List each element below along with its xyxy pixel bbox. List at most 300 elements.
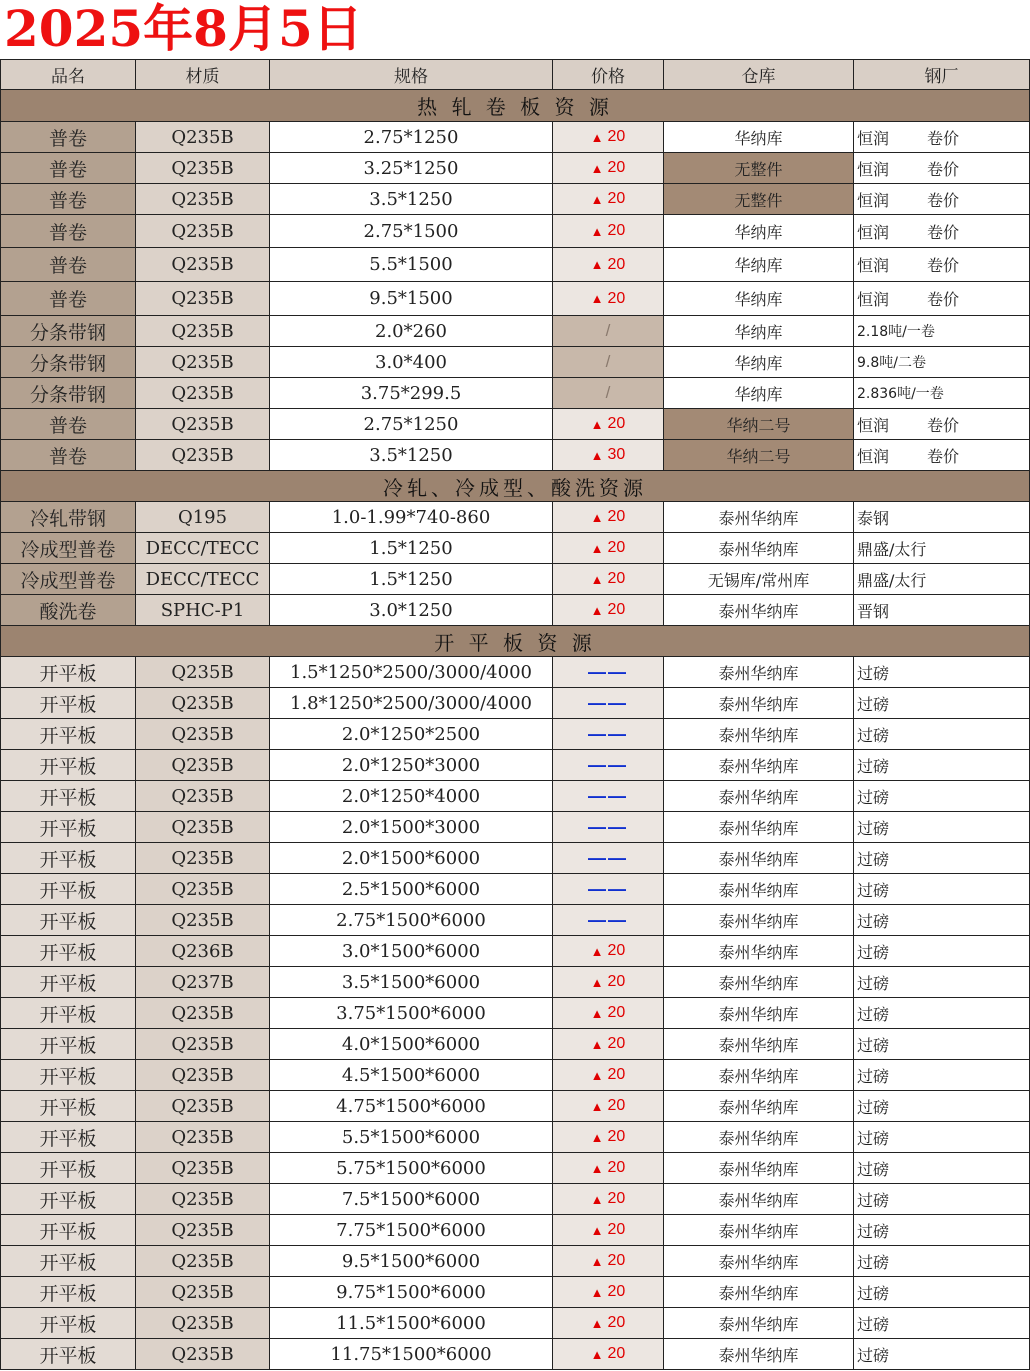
- price-value: 20: [607, 1035, 626, 1052]
- material-cell: Q235B: [135, 1122, 269, 1152]
- mill-name: 过磅: [857, 1097, 890, 1117]
- triangle-up-icon: ▲: [590, 291, 604, 306]
- table-row: [0, 409, 1030, 440]
- price-table: [0, 59, 1030, 1370]
- table-row: [0, 564, 1030, 595]
- warehouse-cell: 泰州华纳库: [663, 688, 853, 718]
- material-cell: Q235B: [135, 719, 269, 749]
- spec-cell: 2.75*1500*6000: [269, 905, 552, 935]
- header-warehouse: 仓库: [663, 60, 853, 89]
- product-name-cell: 开平板: [0, 998, 135, 1028]
- mill-note: 卷价: [927, 190, 960, 210]
- table-row: [0, 347, 1030, 378]
- material-cell: Q235B: [135, 812, 269, 842]
- mill-name: 过磅: [857, 1190, 890, 1210]
- triangle-up-icon: ▲: [590, 1191, 604, 1207]
- warehouse-cell: 泰州华纳库: [663, 1339, 853, 1369]
- mill-name: 恒润: [857, 415, 890, 435]
- material-cell: DECC/TECC: [135, 564, 269, 594]
- warehouse-cell: 泰州华纳库: [663, 595, 853, 625]
- mill-name: 过磅: [857, 725, 890, 745]
- price-value: 20: [607, 973, 626, 990]
- price-cell: ——: [552, 874, 663, 904]
- mill-name: 过磅: [857, 694, 890, 714]
- mill-name: 过磅: [857, 756, 890, 776]
- spec-cell: 4.75*1500*6000: [269, 1091, 552, 1121]
- table-row: [0, 316, 1030, 347]
- mill-name: 过磅: [857, 1314, 890, 1334]
- table-row: [0, 812, 1030, 843]
- price-cell: [552, 936, 663, 966]
- price-cell: ——: [552, 905, 663, 935]
- material-cell: Q195: [135, 502, 269, 532]
- table-row: [0, 1246, 1030, 1277]
- product-name-cell: 开平板: [0, 812, 135, 842]
- product-name-cell: 普卷: [0, 153, 135, 183]
- triangle-up-icon: ▲: [590, 447, 604, 463]
- product-name-cell: 分条带钢: [0, 378, 135, 408]
- triangle-up-icon: ▲: [590, 1036, 604, 1052]
- material-cell: Q235B: [135, 1153, 269, 1183]
- warehouse-cell: 泰州华纳库: [663, 657, 853, 687]
- table-row: [0, 874, 1030, 905]
- product-name-cell: 普卷: [0, 440, 135, 470]
- price-value: 20: [607, 415, 626, 432]
- material-cell: Q235B: [135, 316, 269, 346]
- price-value: 20: [607, 128, 626, 145]
- mill-name: 过磅: [857, 911, 890, 931]
- price-cell: [552, 215, 663, 247]
- spec-cell: 3.25*1250: [269, 153, 552, 183]
- warehouse-cell: 泰州华纳库: [663, 502, 853, 532]
- price-cell: [552, 595, 663, 625]
- triangle-up-icon: ▲: [590, 191, 604, 207]
- spec-cell: 3.5*1250: [269, 440, 552, 470]
- triangle-up-icon: ▲: [590, 1160, 604, 1176]
- product-name-cell: 开平板: [0, 1029, 135, 1059]
- price-cell: /: [552, 316, 663, 346]
- warehouse-cell: 泰州华纳库: [663, 750, 853, 780]
- mill-cell: [853, 153, 1030, 183]
- material-cell: Q235B: [135, 657, 269, 687]
- price-cell: ——: [552, 843, 663, 873]
- price-value: 20: [607, 1283, 626, 1300]
- warehouse-cell: 华纳库: [663, 378, 853, 408]
- price-value: 20: [607, 1066, 626, 1083]
- product-name-cell: 开平板: [0, 1246, 135, 1276]
- product-name-cell: 普卷: [0, 184, 135, 214]
- table-row: [0, 967, 1030, 998]
- material-cell: Q235B: [135, 905, 269, 935]
- mill-cell: [853, 998, 1030, 1028]
- price-value: 20: [607, 1345, 626, 1362]
- price-cell: ——: [552, 750, 663, 780]
- triangle-up-icon: ▲: [590, 509, 604, 525]
- mill-cell: [853, 440, 1030, 470]
- material-cell: Q235B: [135, 874, 269, 904]
- spec-cell: 9.75*1500*6000: [269, 1277, 552, 1307]
- mill-name: 恒润: [857, 446, 890, 466]
- spec-cell: 3.0*400: [269, 347, 552, 377]
- spec-cell: 3.75*299.5: [269, 378, 552, 408]
- table-row: [0, 657, 1030, 688]
- triangle-up-icon: ▲: [590, 257, 604, 272]
- price-value: 20: [607, 1190, 626, 1207]
- mill-cell: [853, 378, 1030, 408]
- table-row: [0, 750, 1030, 781]
- header-mill: 钢厂: [853, 60, 1030, 89]
- price-cell: [552, 184, 663, 214]
- warehouse-cell: 泰州华纳库: [663, 812, 853, 842]
- product-name-cell: 普卷: [0, 409, 135, 439]
- table-row: [0, 719, 1030, 750]
- material-cell: Q235B: [135, 781, 269, 811]
- price-cell: [552, 502, 663, 532]
- mill-cell: [853, 564, 1030, 594]
- material-cell: Q235B: [135, 1215, 269, 1245]
- price-value: 20: [607, 159, 626, 176]
- mill-cell: [853, 1246, 1030, 1276]
- header-price: 价格: [552, 60, 663, 89]
- mill-note: 卷价: [927, 159, 960, 179]
- product-name-cell: 普卷: [0, 215, 135, 247]
- table-row: [0, 378, 1030, 409]
- mill-cell: [853, 1153, 1030, 1183]
- price-cell: [552, 1091, 663, 1121]
- price-value: 20: [607, 570, 626, 587]
- warehouse-cell: 华纳库: [663, 282, 853, 315]
- table-row: [0, 248, 1030, 282]
- product-name-cell: 开平板: [0, 750, 135, 780]
- mill-cell: [853, 409, 1030, 439]
- mill-name: 过磅: [857, 787, 890, 807]
- mill-note: 卷价: [927, 256, 960, 275]
- mill-cell: [853, 874, 1030, 904]
- spec-cell: 2.0*1250*4000: [269, 781, 552, 811]
- mill-cell: [853, 1122, 1030, 1152]
- mill-name: 恒润: [857, 128, 890, 148]
- price-value: 20: [607, 190, 626, 207]
- spec-cell: 3.0*1250: [269, 595, 552, 625]
- mill-name: 过磅: [857, 1035, 890, 1055]
- price-cell: [552, 1277, 663, 1307]
- mill-cell: [853, 1060, 1030, 1090]
- product-name-cell: 开平板: [0, 1091, 135, 1121]
- price-cell: [552, 1060, 663, 1090]
- product-name-cell: 开平板: [0, 1308, 135, 1338]
- product-name-cell: 开平板: [0, 719, 135, 749]
- warehouse-cell: 华纳库: [663, 347, 853, 377]
- warehouse-cell: 无整件: [663, 184, 853, 214]
- spec-cell: 2.0*1250*2500: [269, 719, 552, 749]
- mill-name: 过磅: [857, 942, 890, 962]
- price-cell: [552, 1246, 663, 1276]
- warehouse-cell: 泰州华纳库: [663, 1091, 853, 1121]
- price-value: 20: [607, 601, 626, 618]
- warehouse-cell: 华纳库: [663, 316, 853, 346]
- page-title: 2025年8月5日: [4, 0, 363, 58]
- triangle-up-icon: ▲: [590, 160, 604, 176]
- mill-name: 泰钢: [857, 508, 890, 528]
- price-value: 20: [607, 1004, 626, 1021]
- product-name-cell: 开平板: [0, 781, 135, 811]
- mill-name: 2.836吨/一卷: [857, 386, 944, 402]
- price-cell: [552, 1029, 663, 1059]
- mill-cell: [853, 967, 1030, 997]
- triangle-up-icon: ▲: [590, 1067, 604, 1083]
- section-title: 开 平 板 资 源: [434, 630, 596, 655]
- section-header: [0, 626, 1030, 657]
- mill-name: 过磅: [857, 1252, 890, 1272]
- section-title: 冷轧、冷成型、酸洗资源: [383, 475, 647, 500]
- material-cell: Q235B: [135, 215, 269, 247]
- material-cell: Q235B: [135, 750, 269, 780]
- mill-note: 卷价: [927, 222, 960, 242]
- material-cell: Q235B: [135, 688, 269, 718]
- price-cell: [552, 440, 663, 470]
- triangle-up-icon: ▲: [590, 1253, 604, 1269]
- warehouse-cell: 泰州华纳库: [663, 1184, 853, 1214]
- product-name-cell: 开平板: [0, 1122, 135, 1152]
- table-body: [0, 90, 1030, 1370]
- warehouse-cell: 华纳二号: [663, 440, 853, 470]
- mill-cell: [853, 843, 1030, 873]
- spec-cell: 1.5*1250: [269, 533, 552, 563]
- mill-name: 过磅: [857, 1221, 890, 1241]
- table-row: [0, 1122, 1030, 1153]
- product-name-cell: 开平板: [0, 657, 135, 687]
- price-value: 20: [607, 1097, 626, 1114]
- material-cell: Q235B: [135, 843, 269, 873]
- section-header: [0, 471, 1030, 502]
- material-cell: Q235B: [135, 998, 269, 1028]
- table-row: [0, 153, 1030, 184]
- mill-note: 卷价: [927, 446, 960, 466]
- product-name-cell: 冷轧带钢: [0, 502, 135, 532]
- product-name-cell: 开平板: [0, 688, 135, 718]
- mill-cell: [853, 936, 1030, 966]
- warehouse-cell: 华纳库: [663, 215, 853, 247]
- mill-name: 过磅: [857, 1345, 890, 1365]
- mill-name: 过磅: [857, 1004, 890, 1024]
- price-value: 20: [607, 255, 626, 273]
- mill-name: 过磅: [857, 849, 890, 869]
- warehouse-cell: 泰州华纳库: [663, 843, 853, 873]
- material-cell: Q235B: [135, 378, 269, 408]
- triangle-up-icon: ▲: [590, 1315, 604, 1331]
- spec-cell: 2.5*1500*6000: [269, 874, 552, 904]
- material-cell: Q235B: [135, 1339, 269, 1369]
- material-cell: Q235B: [135, 409, 269, 439]
- price-cell: [552, 122, 663, 152]
- price-cell: [552, 564, 663, 594]
- product-name-cell: 普卷: [0, 248, 135, 281]
- price-cell: ——: [552, 719, 663, 749]
- spec-cell: 4.0*1500*6000: [269, 1029, 552, 1059]
- table-row: [0, 122, 1030, 153]
- warehouse-cell: 华纳库: [663, 248, 853, 281]
- product-name-cell: 普卷: [0, 282, 135, 315]
- mill-cell: [853, 184, 1030, 214]
- price-value: 30: [607, 446, 626, 463]
- spec-cell: 11.75*1500*6000: [269, 1339, 552, 1369]
- spec-cell: 7.5*1500*6000: [269, 1184, 552, 1214]
- price-cell: [552, 153, 663, 183]
- product-name-cell: 开平板: [0, 874, 135, 904]
- mill-cell: [853, 781, 1030, 811]
- price-cell: ——: [552, 812, 663, 842]
- price-value: 20: [607, 942, 626, 959]
- warehouse-cell: 泰州华纳库: [663, 1308, 853, 1338]
- warehouse-cell: 泰州华纳库: [663, 967, 853, 997]
- warehouse-cell: 泰州华纳库: [663, 533, 853, 563]
- mill-name: 恒润: [857, 159, 890, 179]
- material-cell: Q235B: [135, 248, 269, 281]
- material-cell: Q235B: [135, 1277, 269, 1307]
- spec-cell: 3.75*1500*6000: [269, 998, 552, 1028]
- table-row: [0, 215, 1030, 248]
- table-row: [0, 440, 1030, 471]
- triangle-up-icon: ▲: [590, 416, 604, 432]
- spec-cell: 5.5*1500: [269, 248, 552, 281]
- header-spec: 规格: [269, 60, 552, 89]
- mill-cell: [853, 215, 1030, 247]
- mill-name: 鼎盛/太行: [857, 570, 927, 590]
- mill-name: 过磅: [857, 880, 890, 900]
- price-cell: [552, 1122, 663, 1152]
- spec-cell: 3.5*1250: [269, 184, 552, 214]
- warehouse-cell: 泰州华纳库: [663, 1153, 853, 1183]
- product-name-cell: 开平板: [0, 843, 135, 873]
- product-name-cell: 开平板: [0, 967, 135, 997]
- product-name-cell: 开平板: [0, 1277, 135, 1307]
- material-cell: Q237B: [135, 967, 269, 997]
- spec-cell: 3.5*1500*6000: [269, 967, 552, 997]
- material-cell: Q235B: [135, 440, 269, 470]
- triangle-up-icon: ▲: [590, 129, 604, 145]
- price-value: 20: [607, 1221, 626, 1238]
- warehouse-cell: 无锡库/常州库: [663, 564, 853, 594]
- mill-cell: [853, 595, 1030, 625]
- mill-name: 过磅: [857, 1283, 890, 1303]
- material-cell: Q235B: [135, 184, 269, 214]
- mill-cell: [853, 750, 1030, 780]
- material-cell: DECC/TECC: [135, 533, 269, 563]
- material-cell: Q235B: [135, 347, 269, 377]
- mill-name: 鼎盛/太行: [857, 539, 927, 559]
- price-cell: [552, 1308, 663, 1338]
- spec-cell: 1.5*1250*2500/3000/4000: [269, 657, 552, 687]
- price-cell: [552, 967, 663, 997]
- spec-cell: 7.75*1500*6000: [269, 1215, 552, 1245]
- mill-name: 恒润: [857, 290, 890, 309]
- triangle-up-icon: ▲: [590, 974, 604, 990]
- price-value: 20: [607, 1159, 626, 1176]
- mill-cell: [853, 688, 1030, 718]
- product-name-cell: 开平板: [0, 905, 135, 935]
- table-row: [0, 843, 1030, 874]
- mill-name: 过磅: [857, 1159, 890, 1179]
- mill-name: 恒润: [857, 190, 890, 210]
- table-row: [0, 282, 1030, 316]
- spec-cell: 3.0*1500*6000: [269, 936, 552, 966]
- table-row: [0, 905, 1030, 936]
- price-cell: [552, 1339, 663, 1369]
- material-cell: Q235B: [135, 1184, 269, 1214]
- product-name-cell: 冷成型普卷: [0, 533, 135, 563]
- warehouse-cell: 华纳二号: [663, 409, 853, 439]
- price-value: 20: [607, 508, 626, 525]
- mill-cell: [853, 347, 1030, 377]
- warehouse-cell: 泰州华纳库: [663, 719, 853, 749]
- mill-name: 恒润: [857, 222, 890, 242]
- table-row: [0, 1339, 1030, 1370]
- mill-cell: [853, 1215, 1030, 1245]
- price-cell: ——: [552, 688, 663, 718]
- warehouse-cell: 泰州华纳库: [663, 874, 853, 904]
- price-cell: [552, 282, 663, 315]
- spec-cell: 2.0*260: [269, 316, 552, 346]
- triangle-up-icon: ▲: [590, 571, 604, 587]
- table-row: [0, 502, 1030, 533]
- mill-name: 过磅: [857, 1128, 890, 1148]
- triangle-up-icon: ▲: [590, 602, 604, 618]
- mill-cell: [853, 533, 1030, 563]
- price-cell: ——: [552, 781, 663, 811]
- material-cell: SPHC-P1: [135, 595, 269, 625]
- triangle-up-icon: ▲: [590, 1222, 604, 1238]
- price-value: 20: [607, 1128, 626, 1145]
- warehouse-cell: 泰州华纳库: [663, 1277, 853, 1307]
- material-cell: Q235B: [135, 122, 269, 152]
- material-cell: Q236B: [135, 936, 269, 966]
- product-name-cell: 开平板: [0, 1060, 135, 1090]
- mill-cell: [853, 657, 1030, 687]
- table-row: [0, 1153, 1030, 1184]
- material-cell: Q235B: [135, 1091, 269, 1121]
- mill-cell: [853, 122, 1030, 152]
- triangle-up-icon: ▲: [590, 540, 604, 556]
- mill-cell: [853, 905, 1030, 935]
- warehouse-cell: 泰州华纳库: [663, 1029, 853, 1059]
- header-name: 品名: [0, 60, 135, 89]
- spec-cell: 5.75*1500*6000: [269, 1153, 552, 1183]
- warehouse-cell: 泰州华纳库: [663, 905, 853, 935]
- mill-cell: [853, 502, 1030, 532]
- mill-name: 恒润: [857, 256, 890, 275]
- product-name-cell: 开平板: [0, 1184, 135, 1214]
- mill-cell: [853, 1339, 1030, 1369]
- table-header-row: [0, 60, 1030, 90]
- material-cell: Q235B: [135, 282, 269, 315]
- mill-name: 2.18吨/一卷: [857, 324, 935, 340]
- product-name-cell: 分条带钢: [0, 316, 135, 346]
- price-value: 20: [607, 1314, 626, 1331]
- material-cell: Q235B: [135, 1060, 269, 1090]
- spec-cell: 2.75*1250: [269, 409, 552, 439]
- table-row: [0, 936, 1030, 967]
- mill-cell: [853, 1029, 1030, 1059]
- table-row: [0, 688, 1030, 719]
- mill-cell: [853, 719, 1030, 749]
- mill-note: 卷价: [927, 128, 960, 148]
- product-name-cell: 冷成型普卷: [0, 564, 135, 594]
- warehouse-cell: 泰州华纳库: [663, 1215, 853, 1245]
- price-cell: [552, 409, 663, 439]
- product-name-cell: 开平板: [0, 936, 135, 966]
- table-row: [0, 1060, 1030, 1091]
- mill-name: 过磅: [857, 818, 890, 838]
